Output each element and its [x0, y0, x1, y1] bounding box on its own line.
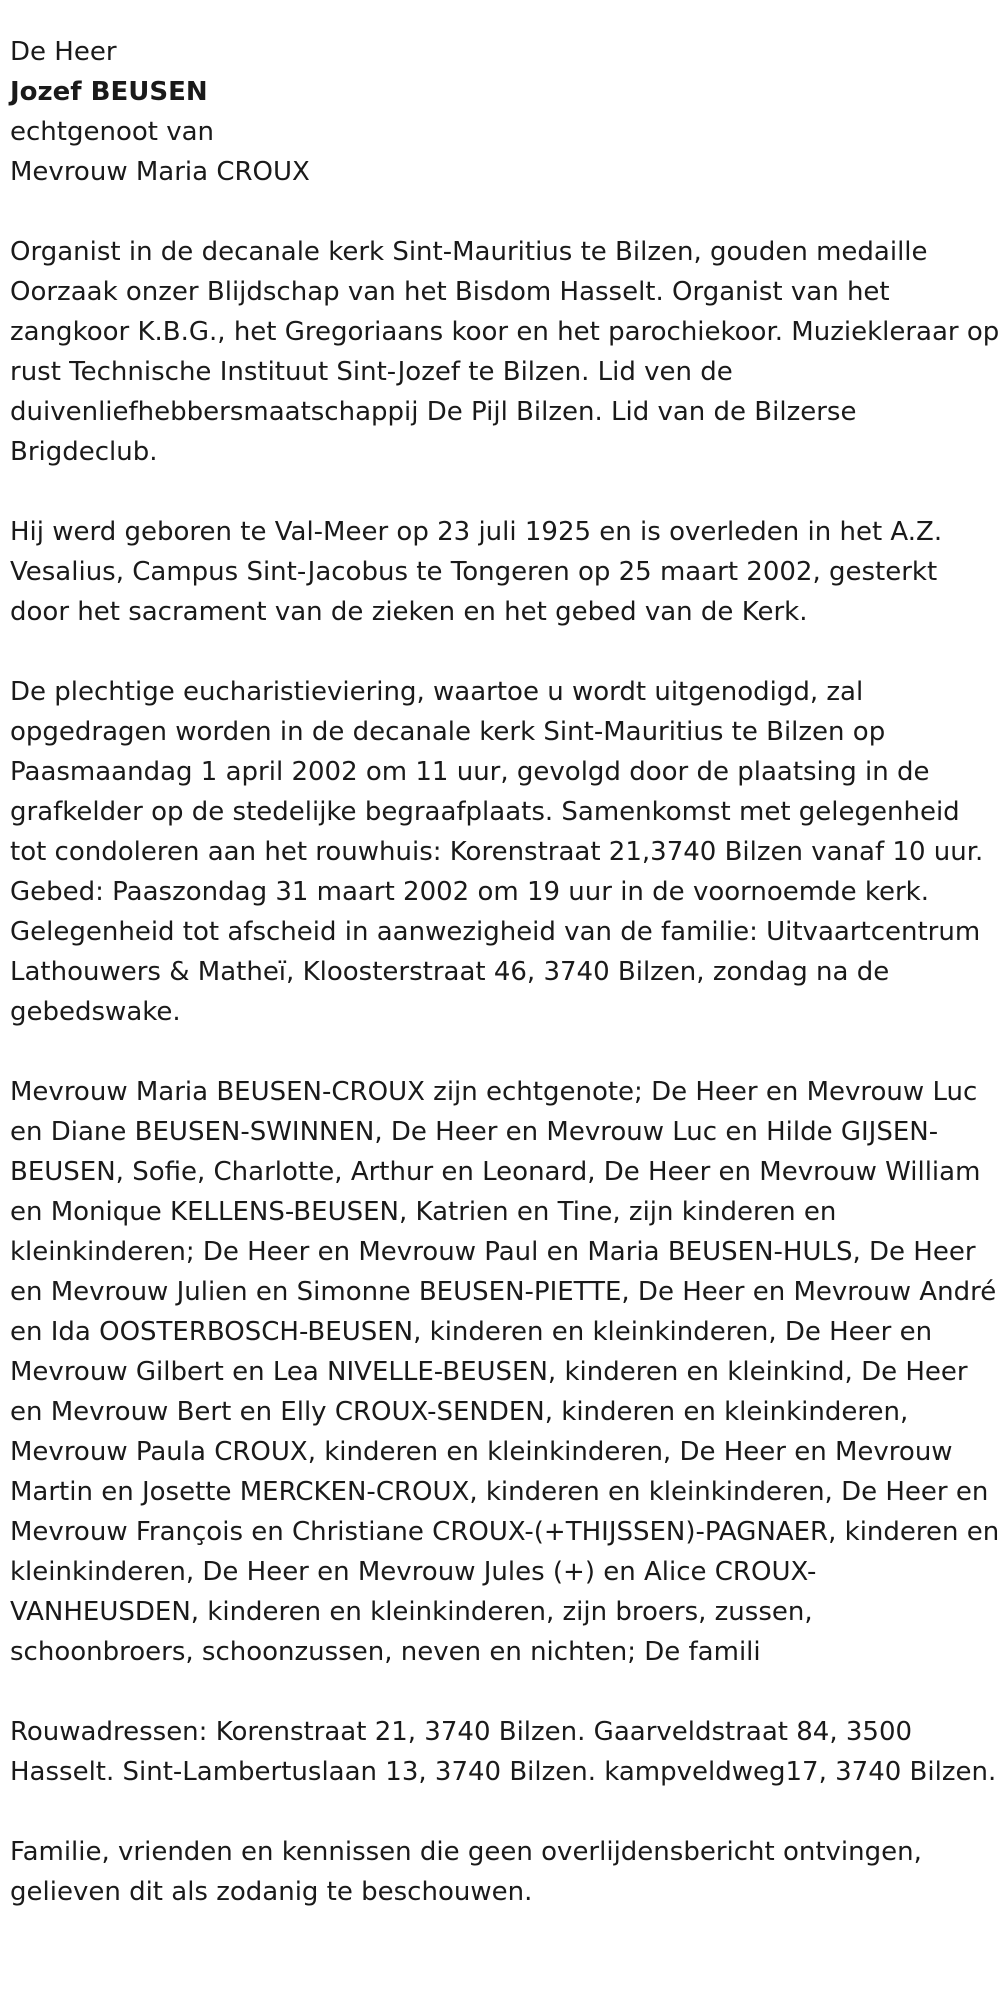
- spacer: [10, 1792, 990, 1832]
- relation-text: echtgenoot van: [10, 117, 215, 147]
- family-list-paragraph: Mevrouw Maria BEUSEN-CROUX zijn echtgenote; De Heer en Mevrouw Luc en Diane BEUSEN-SWINNEN, De Heer en Mevrouw Luc en Hilde GIJSEN-BEUSEN, Sofie, Charlotte, Arthur en Leonard, De Heer en Mevrouw William en Monique KELLENS-BEUSEN, Katrien en Tine, zijn kinderen en kleinkinderen; De Heer en Mevrouw Paul en Maria BEUSEN-HULS, De Heer en Mevrouw Julien en Simonne BEUSEN-PIETTE, De Heer en Mevrouw André en Ida OOSTERBOSCH-BEUSEN, kinderen en kleinkinderen, De Heer en Mevrouw Gilbert en Lea NIVELLE-BEUSEN, kinderen en kleinkind, De Heer en Mevrouw Bert en Elly CROUX-SENDEN, kinderen en kleinkinderen, Mevrouw Paula CROUX, kinderen en kleinkinderen, De Heer en Mevrouw Martin en Josette MERCKEN-CROUX, kinderen en kleinkinderen, De Heer en Mevrouw François en Christiane CROUX-(+THIJSSEN)-PAGNAER, kinderen en kleinkinderen, De Heer en Mevrouw Jules (+) en Alice CROUX-VANHEUSDEN, kinderen en kleinkinderen, zijn broers, zussen, schoonbroers, schoonzussen, neven en nichten; De famili: [10, 1077, 1000, 1667]
- closing-notice-paragraph: Familie, vrienden en kennissen die geen overlijdensbericht ontvingen, gelieven dit als zodanig te beschouwen.: [10, 1837, 922, 1907]
- spacer: [10, 1032, 990, 1072]
- spacer: [10, 632, 990, 672]
- biography-paragraph: Organist in de decanale kerk Sint-Mauritius te Bilzen, gouden medaille Oorzaak onzer Blijdschap van het Bisdom Hasselt. Organist van het zangkoor K.B.G., het Gregoriaans koor en het parochiekoor. Muziekleraar op rust Technische Instituut Sint-Jozef te Bilzen. Lid ven de duivenliefhebbersmaatschappij De Pijl Bilzen. Lid van de Bilzerse Brigdeclub.: [10, 237, 1000, 467]
- spouse-name: Mevrouw Maria CROUX: [10, 157, 310, 187]
- birth-death-paragraph: Hij werd geboren te Val-Meer op 23 juli 1925 en is overleden in het A.Z. Vesalius, Campus Sint-Jacobus te Tongeren op 25 maart 2002, gesterkt door het sacrament van de zieken en het gebed van de Kerk.: [10, 517, 943, 627]
- mourning-addresses-paragraph: Rouwadressen: Korenstraat 21, 3740 Bilzen. Gaarveldstraat 84, 3500 Hasselt. Sint-Lambertuslaan 13, 3740 Bilzen. kampveldweg17, 3740 Bilzen.: [10, 1717, 997, 1787]
- spacer: [10, 472, 990, 512]
- title-prefix: De Heer: [10, 37, 117, 67]
- funeral-service-paragraph: De plechtige eucharistieviering, waartoe u wordt uitgenodigd, zal opgedragen worden in de decanale kerk Sint-Mauritius te Bilzen op Paasmaandag 1 april 2002 om 11 uur, gevolgd door de plaatsing in de grafkelder op de stedelijke begraafplaats. Samenkomst met gelegenheid tot condoleren aan het rouwhuis: Korenstraat 21,3740 Bilzen vanaf 10 uur. Gebed: Paaszondag 31 maart 2002 om 19 uur in de voornoemde kerk. Gelegenheid tot afscheid in aanwezigheid van de familie: Uitvaartcentrum Lathouwers & Matheï, Kloosterstraat 46, 3740 Bilzen, zondag na de gebedswake.: [10, 677, 984, 1027]
- spacer: [10, 1672, 990, 1712]
- deceased-name: Jozef BEUSEN: [10, 77, 208, 107]
- spacer: [10, 192, 990, 232]
- obituary-header: [10, 32, 990, 192]
